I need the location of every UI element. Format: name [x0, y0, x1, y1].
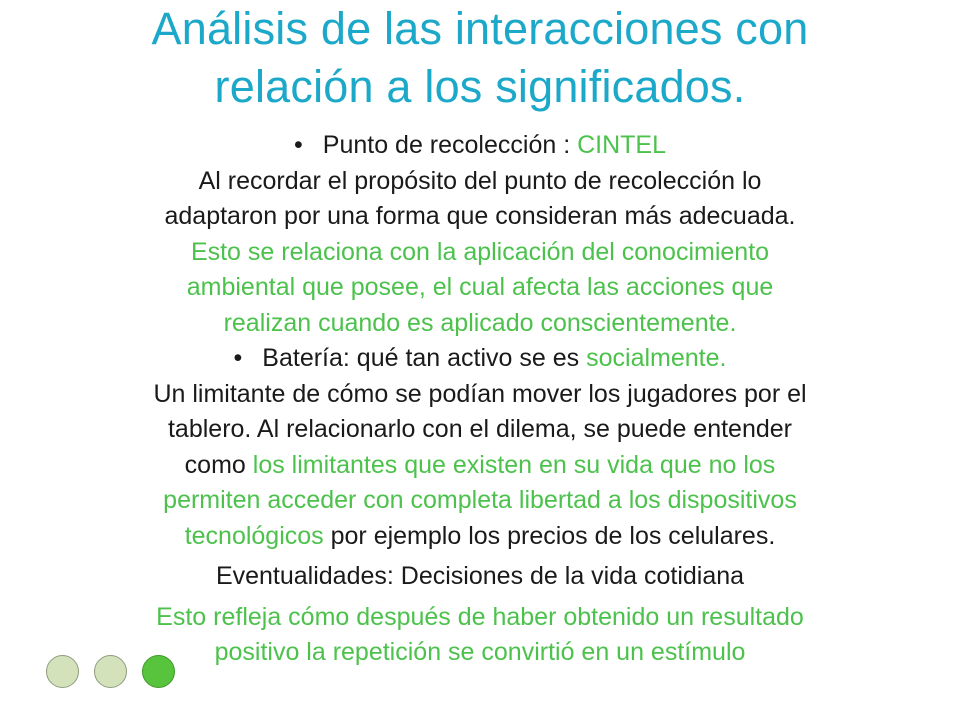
circle-icon: [142, 655, 175, 688]
bullet-punto-recoleccion: [40, 128, 920, 164]
highlight-line: positivo la repetición se convirtió en un estímulo: [214, 638, 746, 666]
text-fragment: por ejemplo los precios de los celulares.: [323, 521, 776, 550]
bullet-value: CINTEL: [577, 131, 666, 159]
slide-body: [40, 128, 920, 671]
circle-icon: [46, 655, 79, 688]
paragraph-limitante: [40, 377, 920, 555]
highlight-line: permiten acceder con completa libertad a los dispositivos: [163, 486, 797, 514]
text-line: adaptaron por una forma que consideran más adecuada.: [164, 202, 796, 230]
title-line-1: Análisis de las interacciones con: [151, 3, 809, 54]
text-line: Un limitante de cómo se podían mover los jugadores por el: [153, 379, 807, 408]
slide-title: [40, 0, 920, 116]
highlight-line: Esto refleja cómo después de haber obtenido un resultado: [156, 602, 804, 631]
bullet-label: Punto de recolección :: [322, 131, 578, 159]
bullet-bateria: [40, 341, 920, 377]
paragraph-recoleccion: [40, 164, 920, 342]
circle-icon: [94, 655, 127, 688]
highlight-line: realizan cuando es aplicado conscientemente.: [223, 308, 737, 337]
highlight-fragment: los limitantes que existen en su vida que no los: [252, 450, 776, 479]
text-line: Eventualidades: Decisiones de la vida cotidiana: [215, 562, 745, 590]
bullet-marker: •: [233, 344, 243, 372]
highlight-line: ambiental que posee, el cual afecta las acciones que: [186, 273, 774, 301]
paragraph-eventualidades: [40, 559, 920, 595]
title-line-2: relación a los significados.: [214, 61, 746, 112]
bullet-label: Batería: qué tan activo se es: [262, 344, 587, 372]
bullet-value: socialmente.: [586, 344, 727, 372]
paragraph-refleja: [40, 600, 920, 671]
text-line: Al recordar el propósito del punto de recolección lo: [198, 166, 762, 195]
highlight-fragment: tecnológicos: [184, 521, 324, 550]
highlight-line: Esto se relaciona con la aplicación del conocimiento: [190, 237, 770, 266]
text-fragment: como: [184, 450, 253, 479]
bullet-marker: •: [294, 131, 303, 159]
text-line: tablero. Al relacionarlo con el dilema, se puede entender: [167, 415, 792, 443]
